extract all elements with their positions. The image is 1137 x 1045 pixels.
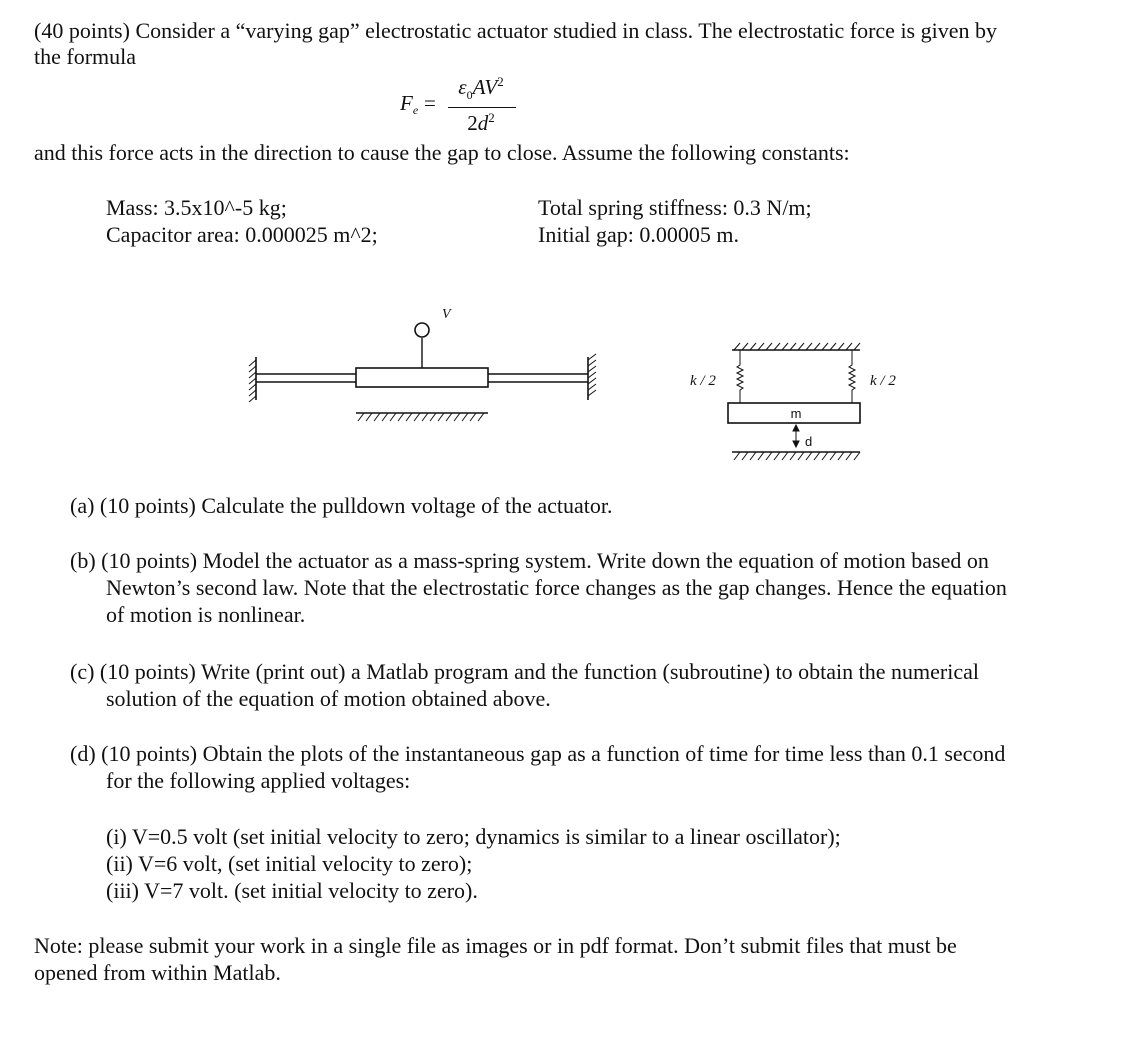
question-c-line-1: (c) (10 points) Write (print out) a Matlab program and the function (subroutine) to obtain the numerical — [70, 659, 980, 684]
question-c-line-2: solution of the equation of motion obtained above. — [106, 686, 551, 711]
intro-line-1: (40 points) Consider a “varying gap” electrostatic actuator studied in class. The electrostatic force is given by — [34, 18, 997, 43]
question-b-line-2: Newton’s second law. Note that the electrostatic force changes as the gap changes. Hence the equation — [106, 575, 1007, 600]
formula-equals: = — [424, 91, 436, 115]
formula-numerator: $\varepsilon_0AV^2$ — [458, 74, 504, 103]
note-line-1: Note: please submit your work in a single file as images or in pdf format. Don’t submit files that must be — [34, 933, 957, 958]
voltage-label: V — [442, 307, 451, 322]
question-b-line-3: of motion is nonlinear. — [106, 602, 306, 627]
left-spring-label: k / 2 — [690, 373, 716, 389]
intro-line-2: the formula — [34, 44, 137, 69]
after-formula-text: and this force acts in the direction to cause the gap to close. Assume the following constants: — [34, 140, 850, 165]
gap-arrow — [793, 425, 799, 447]
voltage-terminal — [415, 323, 429, 368]
left-fixed-wall — [249, 357, 256, 402]
constant-stiffness: Total spring stiffness: 0.3 N/m; — [538, 195, 812, 220]
right-spring — [849, 350, 855, 403]
question-b-line-1: (b) (10 points) Model the actuator as a mass-spring system. Write down the equation of motion based on — [70, 548, 989, 573]
right-spring-label: k / 2 — [870, 373, 896, 389]
mass-label: m — [790, 406, 802, 421]
gap-label: d — [805, 434, 813, 449]
question-d-line-1: (d) (10 points) Obtain the plots of the instantaneous gap as a function of time for time less than 0.1 second — [70, 741, 1006, 766]
movable-plate — [356, 368, 488, 387]
constant-gap: Initial gap: 0.00005 m. — [538, 222, 740, 247]
mass-spring-model — [728, 343, 860, 460]
question-d-item-ii: (ii) V=6 volt, (set initial velocity to zero); — [106, 851, 473, 876]
formula-lhs: $F_e$ — [400, 91, 419, 117]
right-fixed-wall — [588, 354, 596, 400]
left-spring — [737, 350, 743, 403]
constant-mass: Mass: 3.5x10^-5 kg; — [106, 195, 287, 220]
question-d-item-iii: (iii) V=7 volt. (set initial velocity to zero). — [106, 878, 478, 903]
note-line-2: opened from within Matlab. — [34, 960, 281, 985]
ground-electrode — [356, 413, 488, 421]
question-a: (a) (10 points) Calculate the pulldown voltage of the actuator. — [70, 493, 613, 518]
formula-denominator: $2d^2$ — [467, 110, 495, 135]
question-d-item-i: (i) V=0.5 volt (set initial velocity to zero; dynamics is similar to a linear oscillator); — [106, 824, 841, 849]
constant-area: Capacitor area: 0.000025 m^2; — [106, 222, 378, 247]
question-d-line-2: for the following applied voltages: — [106, 768, 411, 793]
